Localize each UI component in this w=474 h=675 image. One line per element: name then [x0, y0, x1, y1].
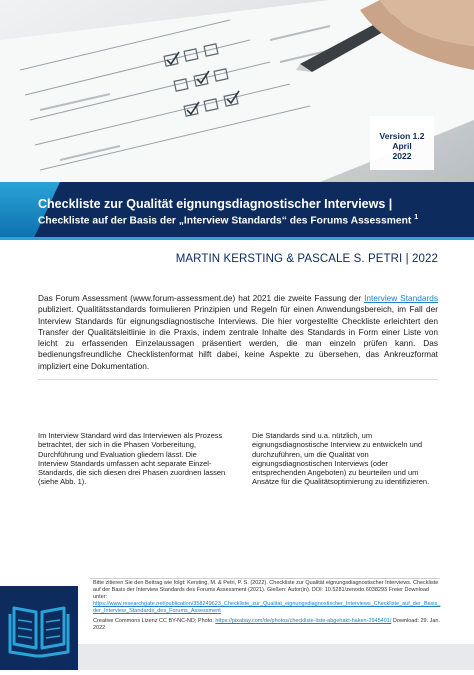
version-label: Version 1.2 [379, 131, 425, 141]
intro-text-2: publiziert. Qualitätsstandards formulieren Prinzipien und Regeln für einen Anwendungsbereich, im Fall der Interview Standards für eignungsdiagnostische Interviews. Die hier vorgestellte Checkliste erleichtert den Transfer der Qualitätsleitlinie in die Praxis, indem zentrale Inhalte des Standards in Form einer Liste von leicht zu erfassenden Einzelaussagen präsentiert werden, die man einzeln prüfen kann. Das bedienungsfreundliche Checklistenformat hilft dabei, keine Aspekte zu übersehen, das Ankreuzformat impliziert eine Dokumentation. [38, 304, 438, 371]
license-text: Creative Commons Lizenz CC BY-NC-ND; Photo: [93, 618, 216, 624]
version-badge [370, 116, 434, 170]
document-title: Checkliste zur Qualität eignungsdiagnostischer Interviews | [38, 197, 393, 211]
interview-standards-link[interactable]: Interview Standards [364, 293, 438, 303]
pixabay-photo-link[interactable]: https://pixabay.com/de/photos/checkliste-liste-abgehakt-haken-2945401/ [215, 618, 392, 624]
citation-text: Bitte zitieren Sie den Beitrag wie folgt: Kersting, M. & Petri, P. S. (2022). Checkliste zur Qualität eignungsdiagnostischer Interviews. Checkliste auf der Basis der Interview Standards des Forums Assessment (2021). Gießen: Autor(in). DOI: 10.5281/zenodo.6038293 Freier Download unter: [93, 580, 439, 600]
left-column-text: Im Interview Standard wird das Interviewen als Prozess betrachtet, der sich in die Phasen Vorbereitung, Durchführung und Evaluation gliedern lässt. Die Interview Standards umfassen acht separate Einzel-Standards, die sich diesen drei Phasen zuordnen lassen (siehe Abb. 1). [38, 431, 226, 487]
book-icon-box [0, 586, 78, 670]
citation-block [93, 580, 443, 635]
download-date: Download: 29. Jan. 2022 [93, 618, 441, 631]
title-band [0, 182, 474, 240]
title-accent-shape [0, 182, 60, 240]
intro-paragraph [38, 293, 438, 372]
document-subtitle [38, 214, 418, 226]
license-paragraph [93, 618, 443, 632]
right-column-text: Die Standards sind u.a. nützlich, um eignungsdiagnostische Interview zu entwickeln und durchzuführen, um die Qualität von eignungsdiagnostischen Interviews (oder entsprechenden Angeboten) zu beurteilen und um Ansätze für die Qualitätsoptimierung zu identifizieren. [252, 431, 430, 487]
version-year: 2022 [392, 151, 412, 161]
section-divider [38, 379, 438, 380]
footer-rule [90, 578, 440, 579]
footer-band [78, 644, 474, 670]
footnote-mark: 1 [414, 214, 419, 221]
researchgate-link[interactable]: https://www.researchgate.net/publication/358249623_Checkliste_zur_Qualitat_eignungsdiagnostischer_Interviews_Checkliste_auf_der_Basis_der_Interview_Standards_des_Forums_Assessment [93, 601, 441, 614]
open-book-icon [0, 586, 78, 670]
citation-paragraph [93, 580, 443, 615]
title-band-rule [0, 237, 474, 240]
version-month: April [392, 141, 412, 151]
document-subtitle-text: Checkliste auf der Basis der „Interview Standards“ des Forums Assessment [38, 215, 412, 227]
authors-line: MARTIN KERSTING & PASCALE S. PETRI | 2022 [175, 253, 438, 265]
intro-text-1: Das Forum Assessment (www.forum-assessment.de) hat 2021 die zweite Fassung der [38, 293, 365, 303]
